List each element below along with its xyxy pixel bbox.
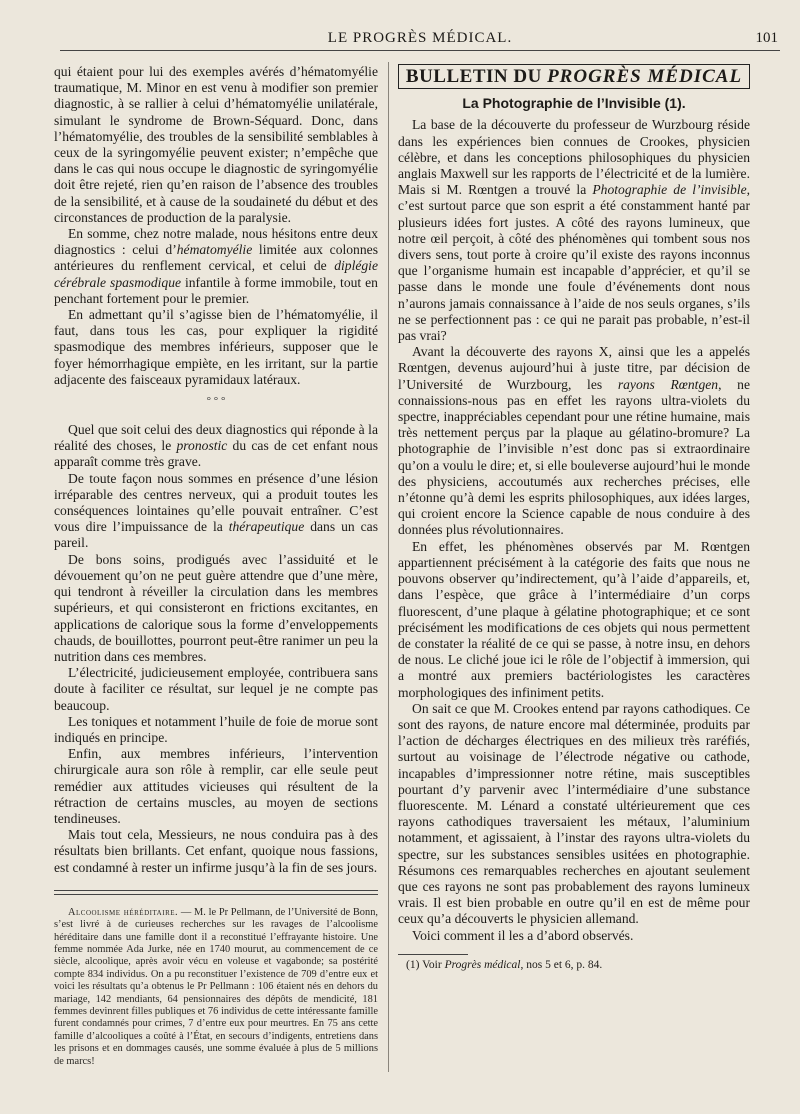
bulletin-heading: BULLETIN DU PROGRÈS MÉDICAL [398, 64, 750, 89]
right-column [398, 64, 750, 972]
running-title: LE PROGRÈS MÉDICAL. [327, 30, 513, 46]
section-separator: ° ° ° [206, 395, 226, 408]
paragraph: On sait ce que M. Crookes entend par rayons cathodiques. Ce sont des rayons, de nature encore mal déterminée, produits par l’action de décharges électriques en des milieux très raréfiés, surtout au voisinage de l’électrode négative ou cathode, incapables d’impressionner notre rétine, mais susceptibles pourtant d’y parvenir avec l’intermédiaire d’une substance fluorescente. M. Lénard a constaté ultérieurement que ces rayons cathodiques traversaient les métaux, l’aluminium notamment, et agissaient, à l’instar des rayons ultra-violets du spectre, sur les substances sensibles usitées en photographie. Résumons ces remarquables recherches en ajoutant seulement que ces rayons ne sont pas probablement des rayons lumineux vrais. Il est bien probable en outre qu’il en est de même pour ceux qu’a découverts le physicien allemand. [398, 700, 750, 927]
paragraph: La base de la découverte du professeur de Wurzbourg réside dans les expériences bien connues de Crookes, physicien célèbre, et dans les conceptions philosophiques du physicien anglais Maxwell sur les rapports de l’électricité et de la lumière. Mais si M. Rœntgen a trouvé la Photographie de l’invisible, c’est surtout parce que son esprit a été constamment hanté par plusieurs idées fort justes. A côté des rayons lumineux, que notre œil perçoit, à côté des phénomènes qui tombent sous nos divers sens, tout porte à croire qu’il existe des rayons inconnus que l’organisme humain est incapable d’apprécier, et qu’il se passe dans le monde une foule d’événements dont nous n’aurons jamais connaissance à l’aide de nos seuls organes, s’ils ne se perfectionnent pas : ce qui ne parait pas probable, n’est-il pas vrai? [398, 117, 751, 344]
paragraph: Quel que soit celui des deux diagnostics qui réponde à la réalité des choses, le pronostic du cas de cet enfant nous apparaît comme très grave. [54, 422, 378, 470]
footnote-rule [398, 954, 468, 955]
paragraph: Voici comment il les a d’abord observés. [412, 927, 634, 943]
page-header [60, 28, 780, 51]
page-number: 101 [755, 30, 778, 46]
paragraph: En somme, chez notre malade, nous hésitons entre deux diagnostics : celui d’hématomyélie limitée aux colonnes antérieures du renflement cervical, et celui de diplégie cérébrale spasmodique infantile à forme immobile, tout en penchant fortement pour le premier. [54, 226, 378, 306]
double-rule-divider [54, 890, 378, 895]
paragraph: De toute façon nous sommes en présence d’une lésion irréparable des centres nerveux, qui a produit toutes les conséquences lointaines qu’elle pouvait entraîner. C’est vous dire l’impuissance de la thérapeutique dans un cas pareil. [54, 470, 378, 551]
left-column [54, 64, 378, 1068]
paragraph: L’électricité, judicieusement employée, contribuera sans doute à faciliter ce résultat, sur lequel je ne compte pas beaucoup. [54, 665, 378, 713]
paragraph: En admettant qu’il s’agisse bien de l’hématomyélie, il faut, dans tous les cas, pour expliquer la rigidité spasmodique des membres inférieurs, supposer que le foyer hémorrhagique empiète, en les irritant, sur la partie adjacente des faisceaux pyramidaux latéraux. [54, 307, 378, 387]
paragraph: Les toniques et notamment l’huile de foie de morue sont indiqués en principe. [54, 713, 378, 745]
paragraph: Enfin, aux membres inférieurs, l’intervention chirurgicale aura son rôle à remplir, car elle seule peut remédier aux attitudes vicieuses qui résultent de la rétraction de certains muscles, au moyen de sections tendineuses. [54, 746, 378, 826]
paragraph: De bons soins, prodigués avec l’assiduité et le dévouement qu’on ne peut guère attendre que d’une mère, qui tendront à réveiller la circulation dans les membres supérieurs, et qui consisteront en frictions excitantes, en applications de calorique sous la forme d’enveloppements chauds, de bouillottes, pourront peut-être ranimer un peu la nutrition dans ces membres. [54, 551, 378, 664]
news-note: Alcoolisme héréditaire. — M. le Pr Pellmann, de l’Université de Bonn, s’est livré à de curieuses recherches sur les ravages de l’alcoolisme héréditaire dans une famille dont il a reconstitué l’effrayante histoire. Une femme nommée Ada Jurke, née en 1740 mourut, au commencement de ce siècle, alcoolique, après avoir vécu en voleuse et vagabonde; sa postérité compte 834 individus. On a pu reconstituer l’existence de 709 d’entre eux et voici les résultats qu’a obtenus le Pr Pellmann : 106 étaient nés en dehors du mariage, 142 mendiants, 64 pensionnaires des dépôts de mendicité, 181 femmes devinrent filles publiques et 76 individus de cette intéressante famille furent condamnés pour crimes, 7 d’entre eux pour meurtres. En 75 ans cette famille d’alcooliques a coûté à l’État, en secours d’indigents, entretiens dans les prisons et en dommages causés, une somme évaluée à plus de 5 millions de marcs! [54, 906, 378, 1067]
article-title: La Photographie de l’Invisible (1). [462, 95, 686, 112]
paragraph: Avant la découverte des rayons X, ainsi que les a appelés Rœntgen, devenus aujourd’hui à juste titre, par décision de l’Université de Wurzbourg, les rayons Rœntgen, ne connaissions-nous pas en effet les rayons ultra-violets du spectre, inappréciables cependant pour une rétine humaine, mais très nettement perçus par la plaque au gélatino-bromure? La photographie de l’invisible n’est donc pas si extraordinaire qu’on a voulu le dire; et, si elle bouleverse aujourd’hui le monde des physiciens, accoutumés aux recherches précises, elle n’étonne qu’à demi les esprits philosophiques, aux idées larges, qui croient encore la Science capable de nous conduire à des données plus révolutionnaires. [398, 344, 750, 538]
news-note-title: Alcoolisme héréditaire. [68, 906, 179, 918]
paragraph: Mais tout cela, Messieurs, ne nous conduira pas à des résultats bien brillants. Cet enfant, quoique nous fassions, est condamné à rester un infirme jusqu’à la fin de ses jours. [54, 827, 378, 875]
paragraph: qui étaient pour lui des exemples avérés d’hématomyélie traumatique, M. Minor en est venu à modifier son premier diagnostic, à se rallier à celui d’hématomyélie unilatérale, simulant le syndrome de Brown-Séquard. Donc, dans l’hématomyélie, des troubles de la sensibilité semblables à ceux de la syringomyélie peuvent exister; n’empêche que dans le cas qui nous occupe le diagnostic de syringomyélie doit être rejeté, rien qu’en raison de l’absence des troubles de la sensibilité, et à cause de la soudaineté du début et des circonstances de production de la paralysie. [54, 64, 378, 225]
footnote: (1) Voir Progrès médical, nos 5 et 6, p. 84. [406, 958, 603, 971]
paragraph: En effet, les phénomènes observés par M. Rœntgen appartiennent précisément à la catégorie des faits que nous ne pouvons observer qu’indirectement, qu’à l’aide d’appareils, et, dans l’espèce, que grâce à l’intermédiaire d’un corps fluorescent, d’une plaque à gélatine photographique; et ce sont précisément les modifications de ces objets qui nous permettent de constater la réalité de ce qui se passe, à notre insu, en dehors de nous. Le cliché joue ici le rôle de l’objectif à immersion, qui a montré aux premiers bactériologistes les caractères morphologiques des infiniment petits. [398, 538, 750, 700]
column-divider [388, 62, 389, 1072]
